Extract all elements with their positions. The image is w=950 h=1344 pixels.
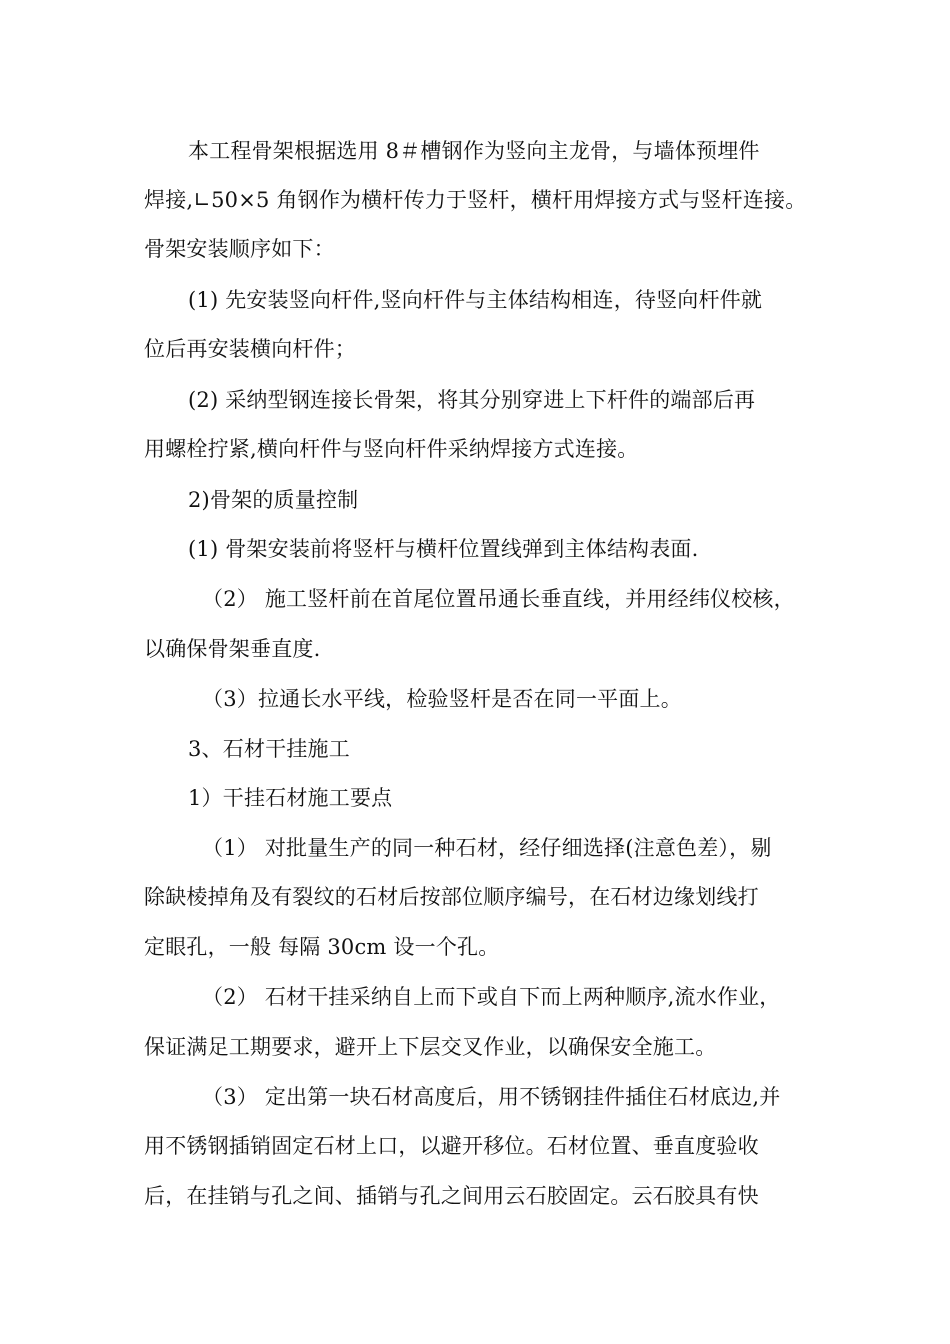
paragraph-line-12: （3）拉通长水平线，检验竖杆是否在同一平面上。	[202, 687, 682, 711]
paragraph-line-6: (2) 采纳型钢连接长骨架，将其分别穿进上下杆件的端部后再	[188, 388, 756, 412]
paragraph-line-9: (1) 骨架安装前将竖杆与横杆位置线弹到主体结构表面.	[188, 537, 699, 561]
paragraph-line-7: 用螺栓拧紧,横向杆件与竖向杆件采纳焊接方式连接。	[144, 437, 639, 461]
section-heading-quality: 2)骨架的质量控制	[188, 488, 359, 512]
paragraph-line-19: 保证满足工期要求，避开上下层交叉作业，以确保安全施工。	[144, 1035, 717, 1059]
subsection-heading-points: 1）干挂石材施工要点	[188, 786, 393, 810]
paragraph-line-18: （2） 石材干挂采纳自上而下或自下而上两种顺序,流水作业，	[202, 985, 781, 1009]
paragraph-line-3: 骨架安装顺序如下：	[144, 237, 335, 261]
paragraph-line-10: （2） 施工竖杆前在首尾位置吊通长垂直线，并用经纬仪校核，	[202, 587, 795, 611]
paragraph-line-4: (1) 先安装竖向杆件,竖向杆件与主体结构相连，待竖向杆件就	[188, 288, 763, 312]
paragraph-line-2: 焊接,∟50×5 角钢作为横杆传力于竖杆，横杆用焊接方式与竖杆连接。	[144, 188, 807, 212]
paragraph-line-15: （1） 对批量生产的同一种石材，经仔细选择(注意色差），剔	[202, 836, 772, 860]
paragraph-line-20: （3） 定出第一块石材高度后，用不锈钢挂件插住石材底边,并	[202, 1085, 781, 1109]
paragraph-line-22: 后，在挂销与孔之间、插销与孔之间用云石胶固定。云石胶具有快	[144, 1184, 759, 1208]
paragraph-line-16: 除缺棱掉角及有裂纹的石材后按部位顺序编号，在石材边缘划线打	[144, 885, 759, 909]
paragraph-line-21: 用不锈钢插销固定石材上口，以避开移位。石材位置、垂直度验收	[144, 1134, 759, 1158]
paragraph-line-17: 定眼孔，一般 每隔 30cm 设一个孔。	[144, 935, 500, 959]
section-heading-stone: 3、石材干挂施工	[188, 737, 350, 761]
paragraph-line-11: 以确保骨架垂直度.	[144, 637, 321, 661]
paragraph-line-5: 位后再安装横向杆件；	[144, 337, 356, 361]
paragraph-line-1: 本工程骨架根据选用 8＃槽钢作为竖向主龙骨，与墙体预埋件	[188, 139, 760, 163]
